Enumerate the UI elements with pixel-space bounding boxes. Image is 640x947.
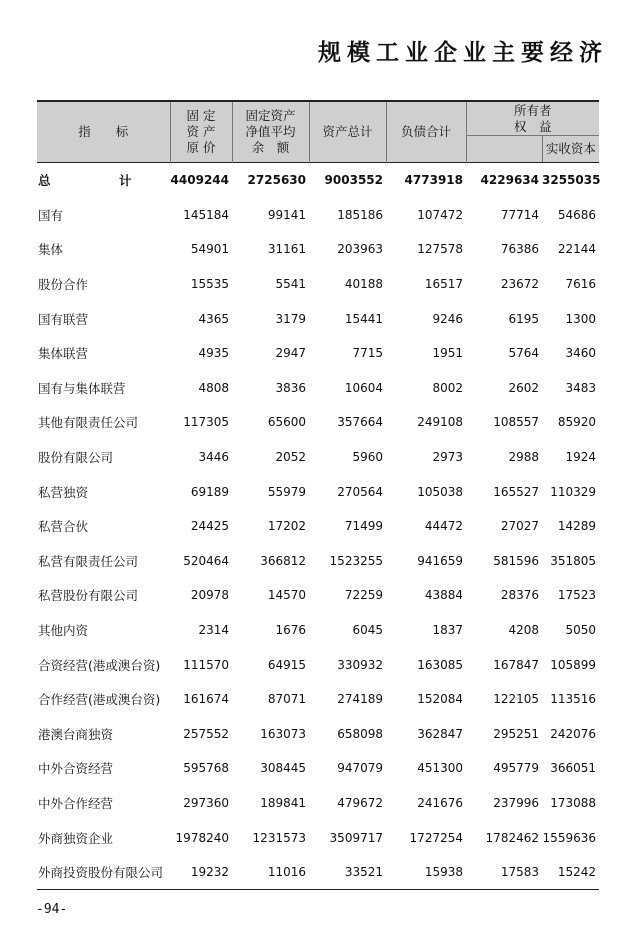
header-fixed-asset-net-average: 固定资产 净值平均 余 额 xyxy=(232,101,309,163)
row-value: 5764 xyxy=(508,346,539,361)
row-label: 国有 xyxy=(38,207,64,223)
row-value: 1676 xyxy=(275,623,306,638)
row-label: 合作经营(港或澳台资) xyxy=(38,692,161,708)
table-row xyxy=(37,267,599,302)
table-row xyxy=(37,578,599,613)
row-value: 4773918 xyxy=(404,173,463,188)
row-value: 3255035 xyxy=(542,173,601,188)
row-value: 40188 xyxy=(344,277,383,292)
row-value: 4229634 xyxy=(480,173,539,188)
row-value: 122105 xyxy=(493,692,539,707)
row-value: 163085 xyxy=(417,657,463,672)
row-value: 658098 xyxy=(337,726,383,741)
row-value: 3483 xyxy=(565,380,596,395)
row-label: 私营有限责任公司 xyxy=(38,553,139,569)
row-label: 其他有限责任公司 xyxy=(38,415,139,431)
row-value: 9003552 xyxy=(324,173,383,188)
row-value: 3836 xyxy=(275,380,306,395)
row-value: 87071 xyxy=(267,692,306,707)
row-value: 85920 xyxy=(557,415,596,430)
row-value: 362847 xyxy=(417,726,463,741)
row-value: 28376 xyxy=(500,588,539,603)
row-value: 1727254 xyxy=(409,830,463,845)
row-value: 1300 xyxy=(565,311,596,326)
row-value: 64915 xyxy=(267,657,306,672)
table-row xyxy=(37,717,599,752)
row-value: 1978240 xyxy=(175,830,229,845)
row-value: 947079 xyxy=(337,761,383,776)
row-value: 3460 xyxy=(565,346,596,361)
row-label: 股份合作 xyxy=(38,277,89,293)
economic-indicators-table xyxy=(37,100,599,890)
row-value: 2052 xyxy=(275,450,306,465)
row-label: 集体 xyxy=(38,242,64,258)
row-value: 77714 xyxy=(500,207,539,222)
row-value: 4365 xyxy=(198,311,229,326)
row-value: 15242 xyxy=(542,855,599,890)
row-value: 249108 xyxy=(417,415,463,430)
row-value: 595768 xyxy=(183,761,229,776)
row-value: 105899 xyxy=(550,657,596,672)
table-row xyxy=(37,232,599,267)
row-value: 117305 xyxy=(183,415,229,430)
row-value: 76386 xyxy=(500,242,539,257)
header-total-assets: 资产总计 xyxy=(309,101,386,163)
table-row xyxy=(37,751,599,786)
row-value: 65600 xyxy=(267,415,306,430)
row-value: 357664 xyxy=(337,415,383,430)
table-row xyxy=(37,371,599,406)
row-value: 10604 xyxy=(344,380,383,395)
row-value: 72259 xyxy=(344,588,383,603)
row-label: 股份有限公司 xyxy=(38,450,114,466)
table-row xyxy=(37,301,599,336)
row-value: 451300 xyxy=(417,761,463,776)
page-title: 规模工业企业主要经济 xyxy=(318,39,608,66)
row-label: 中外合作经营 xyxy=(38,795,114,811)
row-value: 4935 xyxy=(198,346,229,361)
row-value: 14570 xyxy=(267,588,306,603)
row-value: 54686 xyxy=(557,207,596,222)
row-label: 私营股份有限公司 xyxy=(38,588,139,604)
row-value: 5541 xyxy=(275,277,306,292)
row-value: 1523255 xyxy=(329,553,383,568)
row-value: 2947 xyxy=(275,346,306,361)
row-value: 9246 xyxy=(432,311,463,326)
row-label: 总 计 xyxy=(38,173,160,189)
row-value: 113516 xyxy=(550,692,596,707)
row-value: 4208 xyxy=(508,623,539,638)
row-value: 43884 xyxy=(424,588,463,603)
header-fixed-asset-original: 固 定 资 产 原 价 xyxy=(170,101,232,163)
row-value: 520464 xyxy=(183,553,229,568)
row-value: 27027 xyxy=(500,519,539,534)
row-value: 941659 xyxy=(417,553,463,568)
row-value: 295251 xyxy=(493,726,539,741)
header-total-liabilities: 负债合计 xyxy=(386,101,466,163)
row-value: 107472 xyxy=(417,207,463,222)
row-value: 3446 xyxy=(198,450,229,465)
row-value: 1782462 xyxy=(485,830,539,845)
row-value: 17583 xyxy=(466,855,542,890)
table-row xyxy=(37,613,599,648)
row-value: 237996 xyxy=(493,795,539,810)
row-label: 国有联营 xyxy=(38,311,89,327)
table-header-row xyxy=(37,101,599,163)
row-value: 2314 xyxy=(198,623,229,638)
row-value: 152084 xyxy=(417,692,463,707)
row-value: 2602 xyxy=(508,380,539,395)
row-value: 44472 xyxy=(424,519,463,534)
row-value: 189841 xyxy=(260,795,306,810)
page-number: -94- xyxy=(36,902,68,917)
row-value: 69189 xyxy=(190,484,229,499)
row-label: 私营独资 xyxy=(38,484,89,500)
table-row xyxy=(37,336,599,371)
row-value: 31161 xyxy=(267,242,306,257)
row-value: 6045 xyxy=(352,623,383,638)
row-value: 242076 xyxy=(550,726,596,741)
table-row xyxy=(37,440,599,475)
row-value: 54901 xyxy=(190,242,229,257)
row-value: 108557 xyxy=(493,415,539,430)
table-row xyxy=(37,474,599,509)
row-value: 351805 xyxy=(550,553,596,568)
row-value: 297360 xyxy=(183,795,229,810)
row-value: 241676 xyxy=(417,795,463,810)
row-value: 203963 xyxy=(337,242,383,257)
header-indicator: 指 标 xyxy=(37,101,170,163)
row-value: 5960 xyxy=(352,450,383,465)
row-value: 15535 xyxy=(190,277,229,292)
row-value: 15441 xyxy=(344,311,383,326)
row-value: 4808 xyxy=(198,380,229,395)
row-value: 111570 xyxy=(183,657,229,672)
table-row xyxy=(37,855,599,890)
row-value: 16517 xyxy=(424,277,463,292)
row-value: 185186 xyxy=(337,207,383,222)
row-value: 167847 xyxy=(493,657,539,672)
row-label: 合资经营(港或澳台资) xyxy=(38,657,161,673)
row-value: 145184 xyxy=(183,207,229,222)
row-value: 6195 xyxy=(508,311,539,326)
row-value: 1924 xyxy=(565,450,596,465)
row-value: 71499 xyxy=(344,519,383,534)
row-value: 23672 xyxy=(500,277,539,292)
row-value: 161674 xyxy=(183,692,229,707)
row-value: 1231573 xyxy=(252,830,306,845)
row-value: 14289 xyxy=(557,519,596,534)
table-row xyxy=(37,820,599,855)
row-label: 集体联营 xyxy=(38,346,89,362)
table-row xyxy=(37,198,599,233)
row-value: 15938 xyxy=(386,855,466,890)
row-label: 外商投资股份有限公司 xyxy=(37,855,170,890)
row-value: 366812 xyxy=(260,553,306,568)
row-value: 173088 xyxy=(550,795,596,810)
row-value: 274189 xyxy=(337,692,383,707)
row-value: 110329 xyxy=(550,484,596,499)
row-value: 19232 xyxy=(170,855,232,890)
header-paid-in-capital: 实收资本 xyxy=(542,136,599,162)
row-label: 其他内资 xyxy=(38,623,89,639)
row-value: 366051 xyxy=(550,761,596,776)
row-value: 3509717 xyxy=(329,830,383,845)
row-label: 港澳台商独资 xyxy=(38,726,114,742)
row-value: 99141 xyxy=(267,207,306,222)
row-value: 257552 xyxy=(183,726,229,741)
row-value: 17523 xyxy=(557,588,596,603)
header-owners-equity-group xyxy=(466,101,599,163)
row-value: 105038 xyxy=(417,484,463,499)
row-value: 7715 xyxy=(352,346,383,361)
row-value: 33521 xyxy=(309,855,386,890)
row-value: 330932 xyxy=(337,657,383,672)
table-row xyxy=(37,682,599,717)
row-value: 2973 xyxy=(432,450,463,465)
row-value: 1951 xyxy=(432,346,463,361)
table-row xyxy=(37,544,599,579)
table-row xyxy=(37,163,599,198)
row-value: 308445 xyxy=(260,761,306,776)
header-owners-equity: 所有者 权 益 xyxy=(513,102,552,134)
row-value: 1559636 xyxy=(542,830,596,845)
row-value: 11016 xyxy=(232,855,309,890)
table-row xyxy=(37,786,599,821)
row-value: 1837 xyxy=(432,623,463,638)
row-value: 165527 xyxy=(493,484,539,499)
row-value: 127578 xyxy=(417,242,463,257)
row-value: 24425 xyxy=(190,519,229,534)
row-value: 479672 xyxy=(337,795,383,810)
row-value: 2725630 xyxy=(247,173,306,188)
row-value: 270564 xyxy=(337,484,383,499)
row-label: 国有与集体联营 xyxy=(38,380,126,396)
row-value: 3179 xyxy=(275,311,306,326)
row-label: 私营合伙 xyxy=(38,519,89,535)
row-value: 4409244 xyxy=(170,173,229,188)
table-row xyxy=(37,647,599,682)
table-row xyxy=(37,509,599,544)
table-row xyxy=(37,405,599,440)
row-value: 5050 xyxy=(565,623,596,638)
row-value: 55979 xyxy=(267,484,306,499)
row-value: 17202 xyxy=(267,519,306,534)
row-value: 163073 xyxy=(260,726,306,741)
row-value: 20978 xyxy=(190,588,229,603)
row-value: 2988 xyxy=(508,450,539,465)
table-body xyxy=(37,163,599,890)
row-value: 22144 xyxy=(557,242,596,257)
row-value: 581596 xyxy=(493,553,539,568)
row-label: 外商独资企业 xyxy=(38,830,114,846)
row-value: 7616 xyxy=(565,277,596,292)
row-value: 8002 xyxy=(432,380,463,395)
row-value: 495779 xyxy=(493,761,539,776)
row-label: 中外合资经营 xyxy=(38,761,114,777)
